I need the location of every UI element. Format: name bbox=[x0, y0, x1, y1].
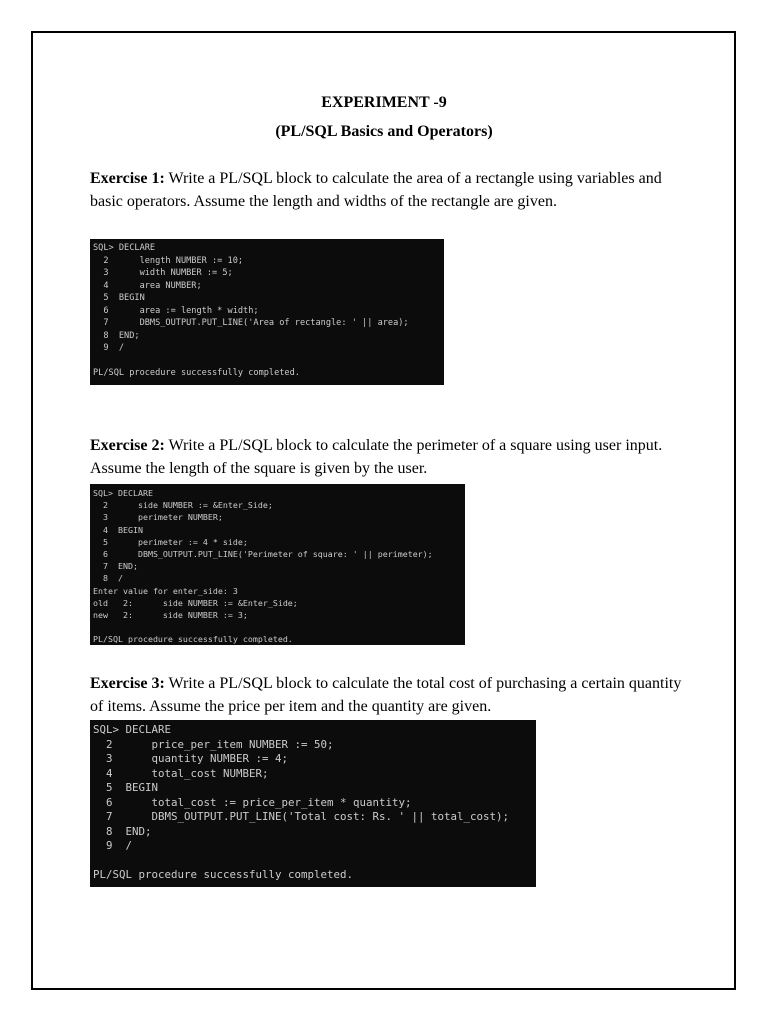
terminal-line: 7 DBMS_OUTPUT.PUT_LINE('Area of rectangle: ' || area); bbox=[93, 318, 409, 328]
exercise-2-prompt bbox=[90, 434, 690, 480]
exercise-1-label: Exercise 1: bbox=[90, 170, 165, 187]
terminal-line: 3 quantity NUMBER := 4; bbox=[93, 752, 289, 765]
terminal-line: 4 BEGIN bbox=[93, 524, 143, 535]
terminal-line: 6 total_cost := price_per_item * quantity; bbox=[93, 795, 412, 809]
terminal-line: SQL> DECLARE bbox=[93, 243, 156, 253]
exercise-3-label: Exercise 3: bbox=[90, 675, 165, 692]
terminal-line bbox=[93, 854, 536, 869]
exercise-1-prompt bbox=[90, 167, 690, 213]
terminal-line: 8 END; bbox=[93, 330, 140, 341]
terminal-line bbox=[93, 355, 444, 368]
exercise-2-terminal-output bbox=[90, 484, 465, 645]
terminal-line bbox=[93, 621, 465, 633]
exercise-3-text: Write a PL/SQL block to calculate the total cost of purchasing a certain quantity of items. Assume the price per item and the quantity are given. bbox=[90, 675, 682, 715]
exercise-1-terminal-output bbox=[90, 239, 444, 385]
terminal-line: Enter value for enter_side: 3 bbox=[93, 585, 238, 596]
exercise-2-label: Exercise 2: bbox=[90, 437, 165, 454]
document-subtitle: (PL/SQL Basics and Operators) bbox=[275, 123, 493, 140]
terminal-line: PL/SQL procedure successfully completed. bbox=[93, 868, 354, 881]
terminal-line: SQL> DECLARE bbox=[93, 488, 153, 498]
terminal-line: old 2: side NUMBER := &Enter_Side; bbox=[93, 597, 298, 608]
terminal-line: SQL> DECLARE bbox=[93, 723, 172, 736]
terminal-line: 9 / bbox=[93, 343, 125, 353]
terminal-line: 8 / bbox=[93, 573, 123, 584]
exercise-3-prompt bbox=[90, 672, 690, 718]
terminal-line: 2 length NUMBER := 10; bbox=[93, 255, 244, 266]
exercise-2-text: Write a PL/SQL block to calculate the perimeter of a square using user input. Assume the length of the square is given by the user. bbox=[90, 437, 663, 477]
terminal-line: 3 perimeter NUMBER; bbox=[93, 512, 223, 523]
exercise-3-terminal-output bbox=[90, 720, 536, 887]
terminal-line: 2 side NUMBER := &Enter_Side; bbox=[93, 500, 273, 511]
exercise-1-text: Write a PL/SQL block to calculate the area of a rectangle using variables and basic operators. Assume the length and widths of the rectangle are given. bbox=[90, 170, 662, 210]
terminal-line: 4 area NUMBER; bbox=[93, 280, 202, 291]
terminal-line: 7 DBMS_OUTPUT.PUT_LINE('Total cost: Rs. ' || total_cost); bbox=[93, 810, 510, 823]
terminal-line: 2 price_per_item NUMBER := 50; bbox=[93, 737, 334, 751]
terminal-line: 7 END; bbox=[93, 561, 138, 572]
terminal-line: 6 DBMS_OUTPUT.PUT_LINE('Perimeter of square: ' || perimeter); bbox=[93, 549, 433, 560]
terminal-line: 6 area := length * width; bbox=[93, 305, 259, 316]
terminal-line: 9 / bbox=[93, 839, 133, 852]
document-title: EXPERIMENT -9 bbox=[321, 94, 447, 111]
terminal-line: 8 END; bbox=[93, 824, 152, 838]
terminal-line: 5 BEGIN bbox=[93, 293, 145, 303]
terminal-line: PL/SQL procedure successfully completed. bbox=[93, 634, 293, 645]
terminal-line: 3 width NUMBER := 5; bbox=[93, 268, 233, 278]
terminal-line: 5 BEGIN bbox=[93, 781, 159, 794]
terminal-line: new 2: side NUMBER := 3; bbox=[93, 610, 248, 621]
terminal-line: 4 total_cost NUMBER; bbox=[93, 766, 269, 780]
terminal-line: 5 perimeter := 4 * side; bbox=[93, 536, 248, 547]
terminal-line: PL/SQL procedure successfully completed. bbox=[93, 368, 300, 378]
